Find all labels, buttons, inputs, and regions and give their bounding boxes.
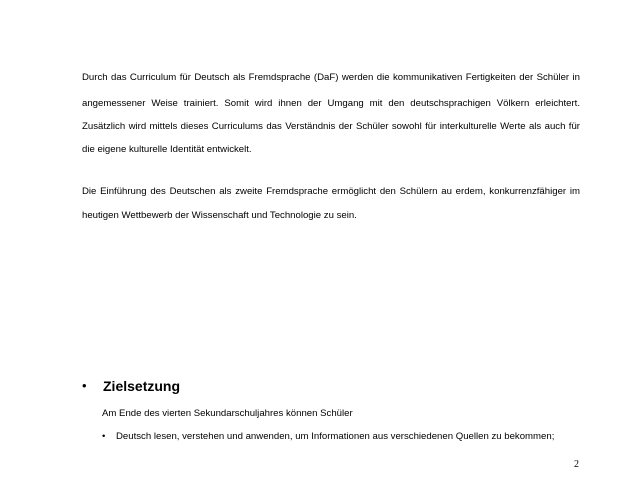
section-intro: Am Ende des vierten Sekundarschuljahres können Schüler (102, 408, 353, 419)
page-number: 2 (574, 459, 579, 470)
paragraph2-line1: Die Einführung des Deutschen als zweite Fremdsprache ermöglicht den Schülern au erdem, konkurrenzfähiger im (82, 186, 580, 197)
paragraph1-line1: Durch das Curriculum für Deutsch als Fremdsprache (DaF) werden die kommunikativen Fertigkeiten der Schüler in (82, 72, 580, 83)
paragraph1-line3: Zusätzlich wird mittels dieses Curriculums das Verständnis der Schüler sowohl für interkulturelle Werte als auch für (82, 121, 580, 132)
paragraph1-line2: angemessener Weise trainiert. Somit wird ihnen der Umgang mit den deutschsprachigen Völkern erleichtert. (82, 98, 580, 109)
paragraph1-line4: die eigene kulturelle Identität entwickelt. (82, 144, 252, 155)
bullet-icon: • (82, 378, 87, 393)
list-item-text: Deutsch lesen, verstehen und anwenden, um Informationen aus verschiedenen Quellen zu bekommen; (116, 431, 555, 442)
bullet-icon: • (102, 431, 106, 442)
paragraph2-line2: heutigen Wettbewerb der Wissenschaft und Technologie zu sein. (82, 210, 357, 221)
section-title: Zielsetzung (103, 378, 181, 394)
